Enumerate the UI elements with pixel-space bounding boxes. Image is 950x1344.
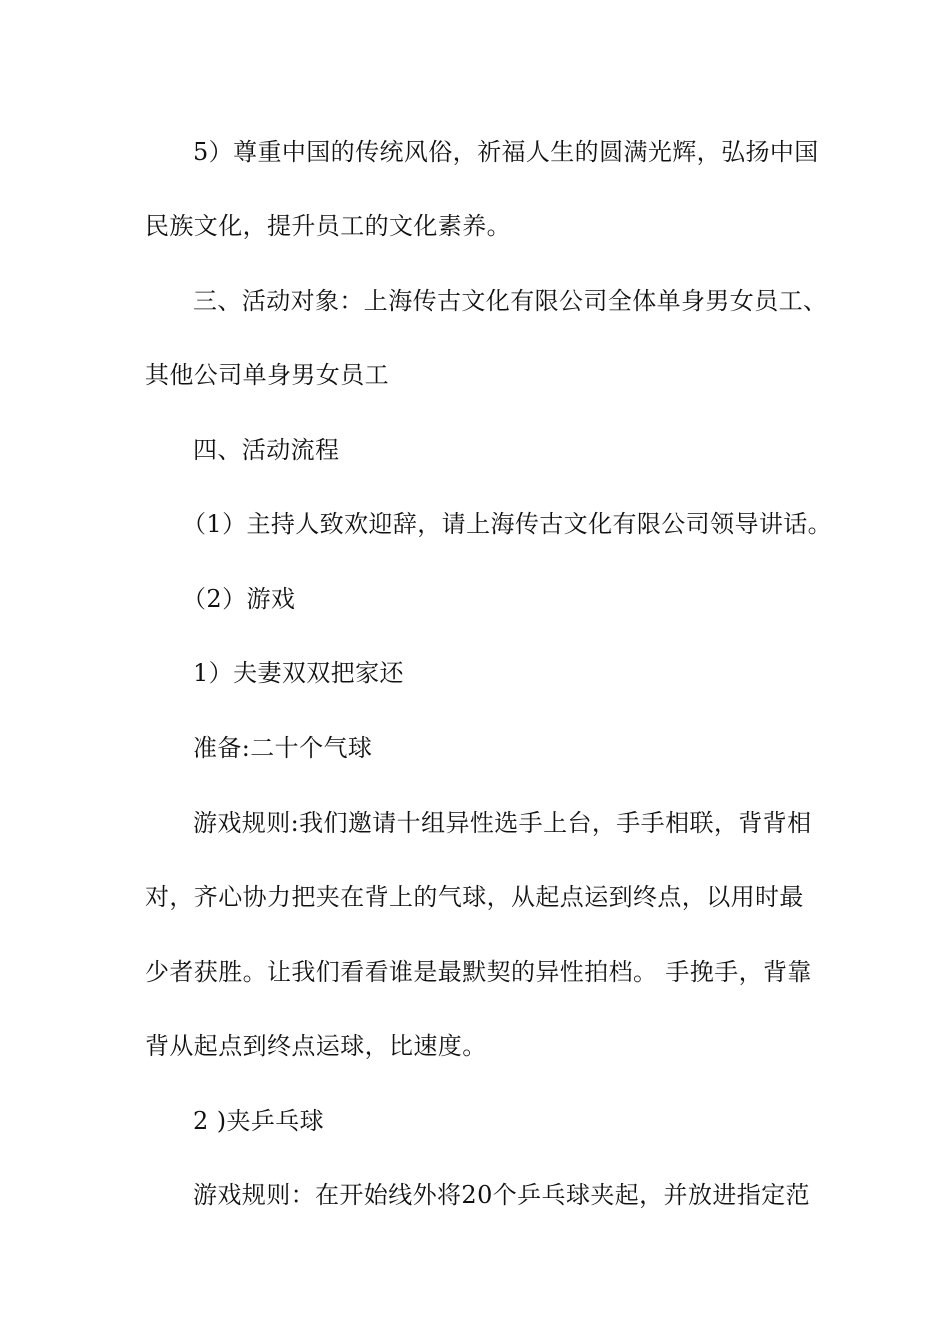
paragraph-line: 背从起点到终点运球，比速度。 (145, 1032, 487, 1060)
game-title: 1）夫妻双双把家还 (193, 659, 404, 687)
paragraph-line: 准备:二十个气球 (193, 734, 373, 762)
paragraph-line: 对，齐心协力把夹在背上的气球，从起点运到终点，以用时最 (145, 883, 804, 911)
section-heading: 四、活动流程 (193, 436, 340, 464)
paragraph-line: 游戏规则:我们邀请十组异性选手上台，手手相联，背背相 (193, 809, 812, 837)
section-heading-line: 三、活动对象：上海传古文化有限公司全体单身男女员工、 (193, 287, 828, 315)
list-item: （2）游戏 (182, 585, 296, 613)
paragraph-line: 少者获胜。让我们看看谁是最默契的异性拍档。 手挽手，背靠 (145, 958, 812, 986)
paragraph-line: 其他公司单身男女员工 (145, 361, 389, 389)
paragraph-line: 5）尊重中国的传统风俗，祈福人生的圆满光辉，弘扬中国 (193, 138, 819, 166)
list-item: （1）主持人致欢迎辞，请上海传古文化有限公司领导讲话。 (182, 510, 833, 538)
paragraph-line: 民族文化，提升员工的文化素养。 (145, 212, 511, 240)
game-title: 2 )夹乒乓球 (193, 1107, 325, 1135)
paragraph-line: 游戏规则：在开始线外将20个乒乓球夹起，并放进指定范 (193, 1181, 810, 1209)
